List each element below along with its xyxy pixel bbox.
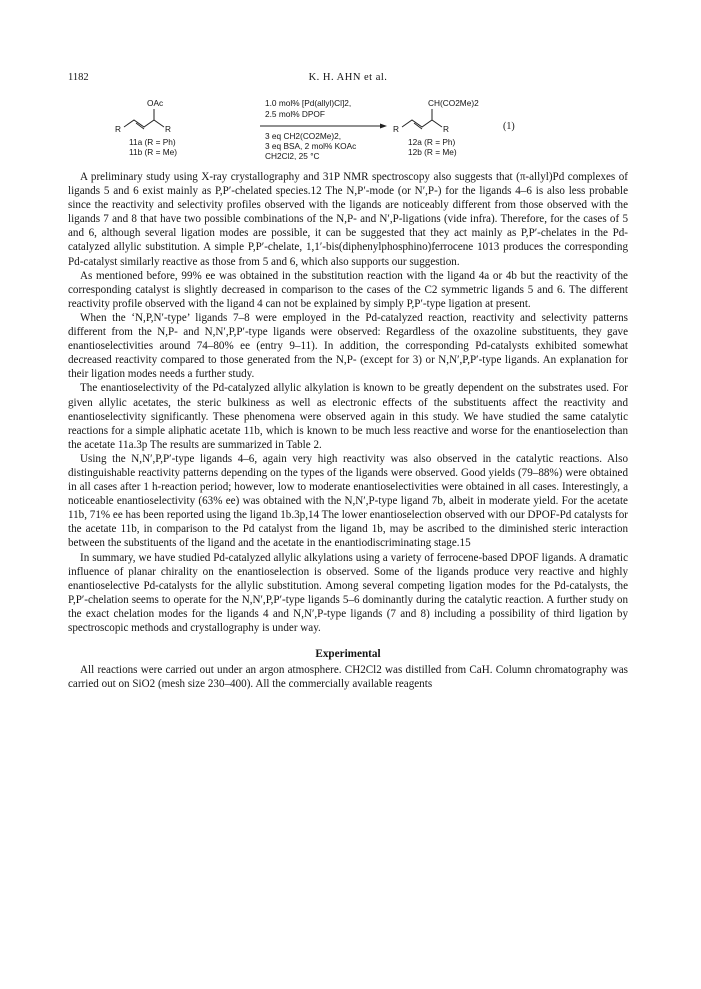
experimental-heading: Experimental <box>315 648 381 661</box>
page-header <box>68 72 628 86</box>
condition-solvent: CH2Cl2, 25 °C <box>265 151 320 161</box>
condition-ligand: 2.5 mol% DPOF <box>265 109 325 119</box>
product-r-right: R <box>443 124 449 134</box>
paragraph-ligation-study: A preliminary study using X-ray crystallography and 31P NMR spectroscopy also suggests that (π-allyl)Pd complexes of ligands 5 and 6 exist mainly as P,P′-chelated species.12 The N,P′-mode (or N′,P-) for the ligands 4–6 is also less probable since the reactivity and selectivity profiles observed with the ligands are noticeably different from those observed with the ligands 7 and 8 that have two possible combinations of the N,P- and N′,P-ligations (vide infra). Therefore, for the cases of 5 and 6, although several ligation modes are possible, it can be suggested that they act mainly as P,P′-chelates in the Pd-catalyzed allylic substitution. A simple P,P′-chelate, 1,1′-bis(diphenylphosphino)ferrocene 1013 produces the corresponding Pd-catalyst similarly reactive as those from 5 and 6, which also supports our suggestion. <box>68 171 628 268</box>
condition-catalyst: 1.0 mol% [Pd(allyl)Cl]2, <box>265 98 352 108</box>
product-label-12b: 12b (R = Me) <box>408 147 457 157</box>
substrate-r-left: R <box>115 124 121 134</box>
product-skeleton <box>402 120 442 127</box>
condition-nucleophile: 3 eq CH2(CO2Me)2, <box>265 131 342 141</box>
paragraph-acetate-11b: Using the N,N′,P,P′-type ligands 4–6, again very high reactivity was also observed in the catalytic reactions. Also distinguishable reactivity patterns depending on the types of the ligands were observed. Good yields (79–88%) were obtained in all cases after 1 h-reaction period; however, low to moderate enantioselectivities were obtained in all cases. Interestingly, a noticeable enantioselectivity (63% ee) was obtained with the N,N′,P-type ligand 7b, albeit in moderate yield. For the acetate 11b, 71% ee has been reported using the ligand 1b.3p,14 The lower enantioselection observed with our DPOF-Pd catalysts for the acetate 11b, in comparison to the Pd catalyst from the ligand 1b, may be ascribed to the diminished steric interaction between the substituents of the ligand and the acetate in the enantiodiscriminating stage.15 <box>68 452 628 550</box>
page-number: 1182 <box>68 72 89 83</box>
paragraph-npn-ligands: When the ‘N,P,N′-type’ ligands 7–8 were employed in the Pd-catalyzed reaction, reactivity and selectivity patterns different from the N,P- and N,N′,P,P′-type ligands were observed: Regardless of the oxazoline substituents, they gave enantioselectivities around 74–80% ee (entry 9–11). In addition, the corresponding Pd-catalysts exhibited somewhat decreased reactivity compared to those generated from the N,P- (except for 3) or N,N′,P,P′-type ligands. An explanation for their ligation modes needs a further study. <box>68 311 628 381</box>
substrate-label-11a: 11a (R = Ph) <box>129 137 176 147</box>
reaction-arrow-head <box>380 124 387 129</box>
paragraph-summary: In summary, we have studied Pd-catalyzed allylic alkylations using a variety of ferrocene-based DPOF ligands. A dramatic influence of planar chirality on the enantioselection is observed. Some of the ligands produce very reactive and highly enantioselective Pd-catalysts for the allylic substitution. Among several competing ligation modes for the Pd-catalysts, the P,P′-chelation seems to operate for the N,N′,P,P′-type ligands 5–6 dominantly during the catalytic reaction. A further study on the exact chelation modes for the ligands 4 and N,N′,P-type ligands (7 and 8) including a possibility of third ligation by spectroscopic methods and crystallography is under way. <box>68 551 628 634</box>
substrate-skeleton <box>124 120 164 127</box>
product-r-left: R <box>393 124 399 134</box>
substrate-label-11b: 11b (R = Me) <box>129 147 178 157</box>
paragraph-experimental: All reactions were carried out under an argon atmosphere. CH2Cl2 was distilled from CaH. Column chromatography was carried out on SiO2 (mesh size 230–400). All the commercially available reagents <box>68 664 628 691</box>
substrate-r-right: R <box>165 124 171 134</box>
substrate-oac-label: OAc <box>147 98 164 108</box>
product-label-12a: 12a (R = Ph) <box>408 137 456 147</box>
reaction-scheme-drawing <box>115 94 635 164</box>
equation-number: (1) <box>503 121 515 132</box>
article-body <box>68 170 628 691</box>
paragraph-substrate-dependence: The enantioselectivity of the Pd-catalyzed allylic alkylation is known to be greatly dependent on the substrates used. For given allylic acetates, the steric bulkiness as well as electronic effects of the substituents affect the reactivity and enantioselectivity significantly. These phenomena were observed again in this study. We have studied the same catalytic reactions for a simple aliphatic acetate 11b, which is known to be much less reactive and worse for the enantioselection than the acetate 11a.3p The results are summarized in Table 2. <box>68 382 628 451</box>
condition-base: 3 eq BSA, 2 mol% KOAc <box>265 141 357 151</box>
product-malonate-label: CH(CO2Me)2 <box>428 98 479 108</box>
reaction-scheme <box>115 94 635 164</box>
running-head: K. H. AHN et al. <box>308 72 388 83</box>
paragraph-ligand-4: As mentioned before, 99% ee was obtained in the substitution reaction with the ligand 4a or 4b but the reactivity of the corresponding catalyst is slightly decreased in comparison to the cases of the C2 symmetric ligands 5 and 6. The different reactivity profile observed with the ligand 4 can not be explained by simply P,P′-type ligation at present. <box>68 269 628 310</box>
